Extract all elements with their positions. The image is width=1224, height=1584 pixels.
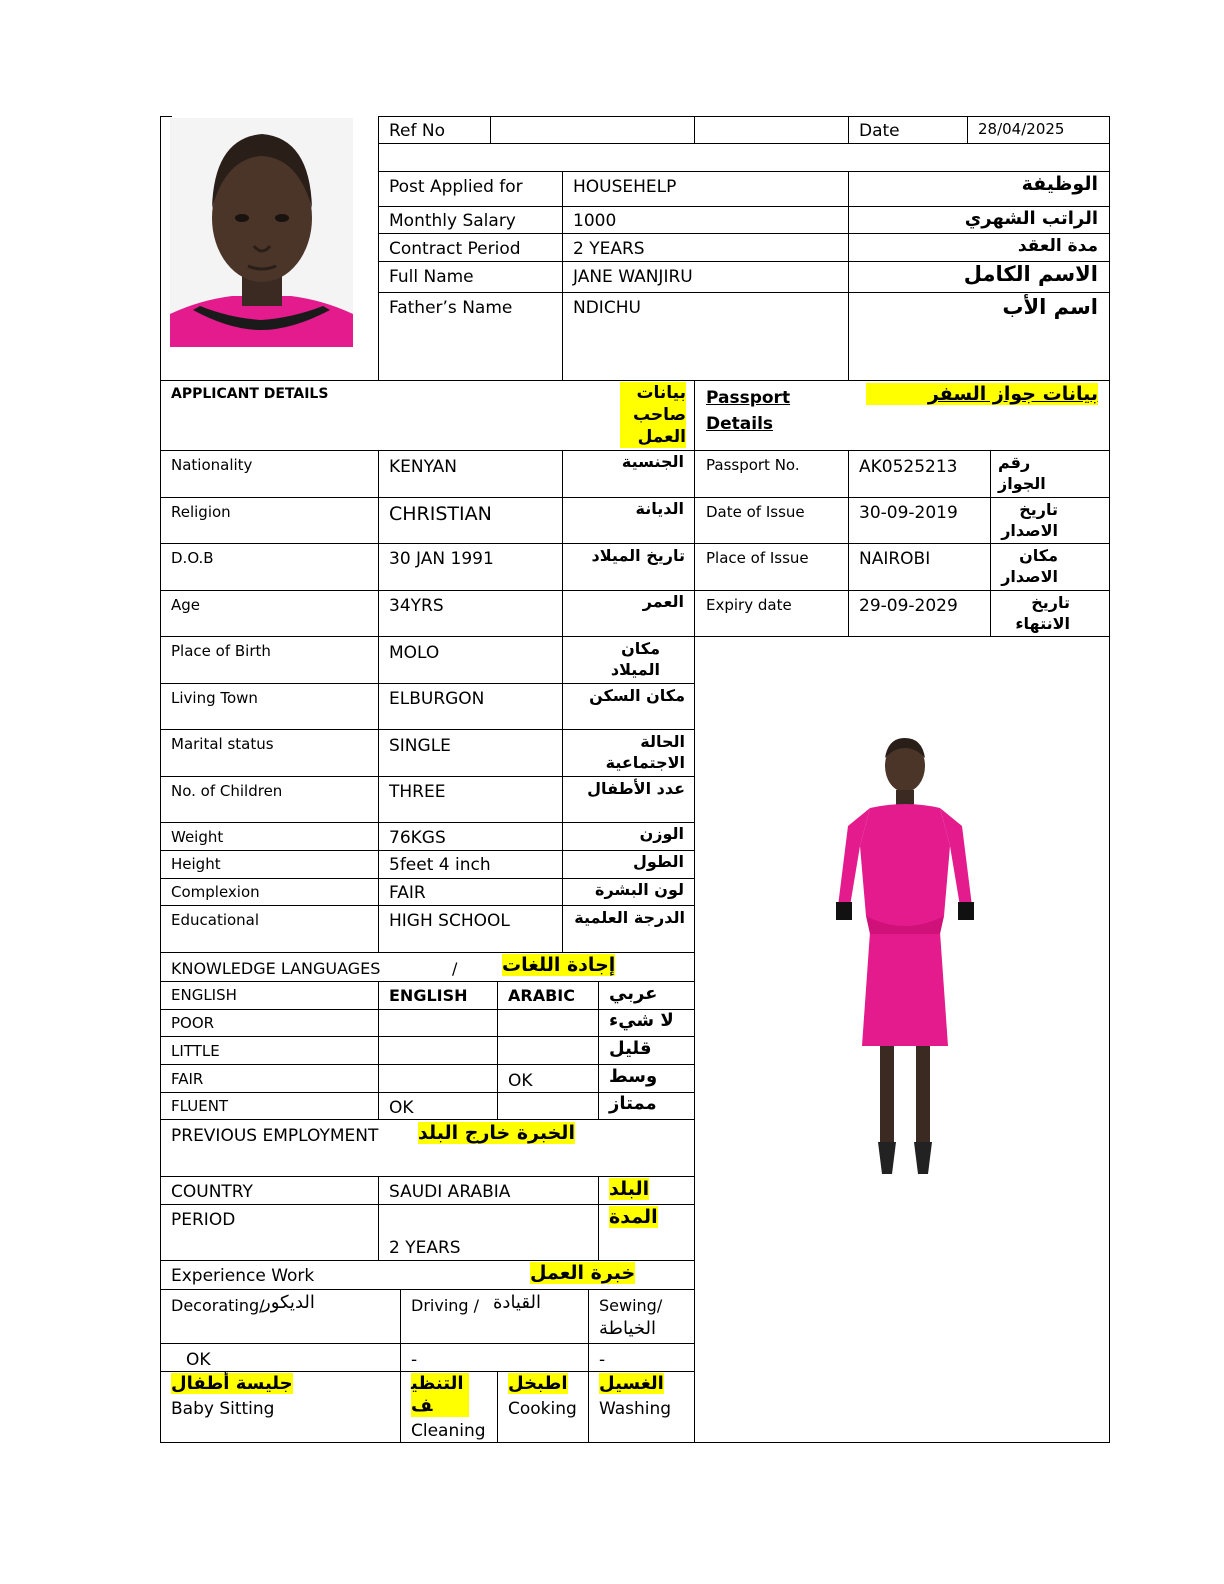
- skill-decorating-label: Decorating/: [171, 1296, 265, 1315]
- place-of-birth-value: MOLO: [389, 643, 440, 663]
- country-arabic: البلد: [609, 1178, 650, 1200]
- education-arabic: الدرجة العلمية: [574, 908, 685, 927]
- experience-arabic-title: خبرة العمل: [530, 1262, 636, 1284]
- dob-value: 30 JAN 1991: [389, 549, 494, 569]
- fathers-name-value: NDICHU: [573, 298, 641, 318]
- period-arabic: المدة: [609, 1206, 658, 1228]
- issue-place-value: NAIROBI: [859, 549, 931, 569]
- fathers-name-label: Father’s Name: [389, 298, 513, 318]
- applicant-details-arabic: بيانات صاحب العمل: [620, 382, 686, 448]
- contract-period-value: 2 YEARS: [573, 239, 645, 259]
- lang-fair-arabic: OK: [508, 1071, 533, 1091]
- monthly-salary-label: Monthly Salary: [389, 211, 516, 231]
- height-label: Height: [171, 855, 221, 873]
- children-arabic: عدد الأطفال: [587, 779, 685, 798]
- skill-decorating-arabic: الديكور: [262, 1292, 315, 1313]
- complexion-label: Complexion: [171, 883, 260, 901]
- country-label: COUNTRY: [171, 1182, 253, 1202]
- children-value: THREE: [389, 782, 446, 802]
- children-label: No. of Children: [171, 782, 283, 800]
- place-of-birth-arabic: مكان الميلاد: [610, 639, 660, 679]
- employment-arabic-title: الخبرة خارج البلد: [418, 1122, 575, 1144]
- skill-sewing-label: Sewing/: [599, 1296, 663, 1315]
- place-of-birth-label: Place of Birth: [171, 642, 271, 660]
- lang-fluent-english: OK: [389, 1098, 414, 1118]
- passport-details-arabic: بيانات جواز السفر: [866, 383, 1098, 405]
- date-value[interactable]: 28/04/2025: [978, 120, 1065, 138]
- passport-no-arabic: رقم الجواز: [998, 453, 1046, 493]
- lang-head-arabic: ARABIC: [508, 986, 575, 1005]
- issue-date-arabic: تاريخ الاصدار: [1001, 500, 1058, 540]
- living-town-arabic: مكان السكن: [589, 686, 685, 705]
- lang-poor-ar: لا شيء: [609, 1010, 674, 1031]
- ref-no-label: Ref No: [389, 121, 446, 141]
- skill-washing-label: Washing: [599, 1399, 672, 1419]
- skill-cleaning-arabic: التنظيف: [411, 1373, 469, 1417]
- skill-cooking-arabic: اطبخل: [508, 1373, 568, 1394]
- nationality-arabic: الجنسية: [621, 452, 684, 471]
- religion-arabic: الديانة: [635, 499, 684, 518]
- skill-driving-label: Driving /: [411, 1296, 480, 1315]
- passport-no-label: Passport No.: [706, 456, 800, 474]
- post-applied-label: Post Applied for: [389, 177, 523, 197]
- complexion-arabic: لون البشرة: [595, 880, 684, 899]
- nationality-value: KENYAN: [389, 457, 458, 477]
- dob-arabic: تاريخ الميلاد: [591, 546, 685, 565]
- lang-poor-level: POOR: [171, 1014, 215, 1032]
- skill-babysitting-arabic: جليسة أطفال: [171, 1373, 293, 1394]
- complexion-value: FAIR: [389, 883, 426, 903]
- weight-label: Weight: [171, 828, 224, 846]
- lang-head-arabic-ar: عربي: [609, 983, 658, 1004]
- date-label: Date: [859, 121, 900, 141]
- religion-value: CHRISTIAN: [389, 503, 492, 525]
- living-town-label: Living Town: [171, 689, 258, 707]
- skill-cooking-label: Cooking: [508, 1399, 577, 1419]
- issue-date-value: 30-09-2019: [859, 503, 958, 523]
- skill-sewing-arabic: الخياطة: [599, 1318, 656, 1339]
- passport-no-value: AK0525213: [859, 457, 958, 477]
- dob-label: D.O.B: [171, 549, 214, 567]
- marital-status-arabic: الحالة الاجتماعية: [605, 732, 685, 772]
- weight-value: 76KGS: [389, 828, 446, 848]
- passport-details-title: Passport Details: [706, 388, 791, 434]
- languages-separator: /: [452, 959, 458, 978]
- languages-arabic-title: إجادة اللغات: [502, 954, 616, 976]
- employment-title: PREVIOUS EMPLOYMENT: [171, 1126, 379, 1146]
- post-applied-value: HOUSEHELP: [573, 177, 677, 197]
- applicant-portrait-photo: [170, 118, 353, 347]
- country-value: SAUDI ARABIA: [389, 1182, 511, 1202]
- monthly-salary-arabic: الراتب الشهري: [964, 208, 1098, 229]
- lang-little-ar: قليل: [609, 1038, 652, 1059]
- education-value: HIGH SCHOOL: [389, 911, 510, 931]
- full-name-value: JANE WANJIRU: [573, 267, 693, 287]
- skill-driving-arabic: القيادة: [493, 1292, 541, 1313]
- marital-status-label: Marital status: [171, 735, 274, 753]
- age-arabic: العمر: [642, 592, 684, 611]
- nationality-label: Nationality: [171, 456, 253, 474]
- education-label: Educational: [171, 911, 260, 929]
- applicant-full-body-photo: [830, 736, 980, 1176]
- experience-title: Experience Work: [171, 1266, 315, 1286]
- full-name-label: Full Name: [389, 267, 474, 287]
- height-arabic: الطول: [633, 852, 684, 871]
- age-value: 34YRS: [389, 596, 444, 616]
- contract-period-arabic: مدة العقد: [1017, 236, 1098, 256]
- period-value: 2 YEARS: [389, 1238, 461, 1258]
- height-value: 5feet 4 inch: [389, 855, 491, 875]
- period-label: PERIOD: [171, 1210, 236, 1230]
- religion-label: Religion: [171, 503, 231, 521]
- languages-title: KNOWLEDGE LANGUAGES: [171, 959, 381, 978]
- marital-status-value: SINGLE: [389, 736, 451, 756]
- lang-fair-level: FAIR: [171, 1070, 204, 1088]
- expiry-date-arabic: تاريخ الانتهاء: [1015, 593, 1070, 633]
- applicant-details-title: APPLICANT DETAILS: [171, 386, 329, 402]
- expiry-date-label: Expiry date: [706, 596, 792, 614]
- skill-cleaning-label: Cleaning: [411, 1421, 486, 1441]
- contract-period-label: Contract Period: [389, 239, 521, 259]
- skill-sewing-value: -: [599, 1350, 606, 1370]
- living-town-value: ELBURGON: [389, 689, 485, 709]
- lang-little-level: LITTLE: [171, 1042, 220, 1060]
- weight-arabic: الوزن: [639, 824, 684, 843]
- age-label: Age: [171, 596, 201, 614]
- monthly-salary-value: 1000: [573, 211, 617, 231]
- skill-driving-value: -: [411, 1350, 418, 1370]
- lang-fair-ar: وسط: [609, 1066, 658, 1087]
- skill-babysitting-label: Baby Sitting: [171, 1399, 275, 1419]
- post-applied-arabic: الوظيفة: [1021, 173, 1098, 195]
- expiry-date-value: 29-09-2029: [859, 596, 958, 616]
- skill-washing-arabic: الغسيل: [599, 1373, 664, 1394]
- lang-head-english: ENGLISH: [389, 986, 468, 1005]
- lang-fluent-level: FLUENT: [171, 1097, 229, 1115]
- fathers-name-arabic: اسم الأب: [1002, 295, 1098, 319]
- issue-place-arabic: مكان الاصدار: [1001, 546, 1058, 586]
- full-name-arabic: الاسم الكامل: [963, 262, 1098, 286]
- skill-decorating-value: OK: [186, 1350, 211, 1370]
- lang-head-col0: ENGLISH: [171, 986, 237, 1004]
- issue-date-label: Date of Issue: [706, 503, 805, 521]
- lang-fluent-ar: ممتاز: [609, 1093, 657, 1114]
- issue-place-label: Place of Issue: [706, 549, 809, 567]
